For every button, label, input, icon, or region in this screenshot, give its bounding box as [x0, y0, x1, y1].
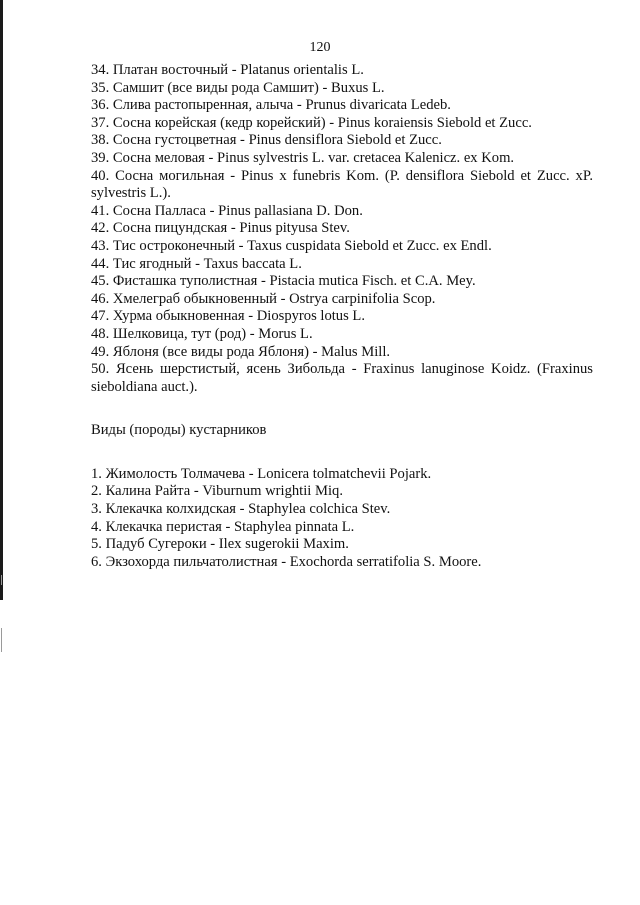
- list-item: 35. Самшит (все виды рода Самшит) - Buxus L.: [91, 79, 385, 96]
- list-item: 2. Калина Райта - Viburnum wrightii Miq.: [91, 483, 343, 500]
- list-item: 36. Слива растопыренная, алыча - Prunus divaricata Ledeb.: [91, 97, 451, 114]
- scan-mark: [1, 575, 2, 585]
- document-body: [91, 62, 593, 571]
- list-item: 39. Сосна меловая - Pinus sylvestris L. var. cretacea Kalenicz. ex Kom.: [91, 149, 515, 166]
- list-item: 49. Яблоня (все виды рода Яблоня) - Malus Mill.: [91, 343, 391, 360]
- scan-mark: [1, 628, 2, 652]
- list-item: 50. Ясень шерстистый, ясень Зибольда - Fraxinus lanuginose Koidz. (Fraxinus sieboldiana auct.).: [91, 361, 593, 395]
- section-heading: Виды (породы) кустарников: [91, 422, 267, 439]
- list-item: 45. Фисташка туполистная - Pistacia mutica Fisch. et C.A. Mey.: [91, 273, 476, 290]
- page-number: 120: [309, 40, 331, 55]
- list-item: 47. Хурма обыкновенная - Diospyros lotus L.: [91, 308, 365, 325]
- list-item: 42. Сосна пицундская - Pinus pityusa Stev.: [91, 220, 350, 237]
- list-item: 3. Клекачка колхидская - Staphylea colchica Stev.: [91, 501, 391, 518]
- list-item: 38. Сосна густоцветная - Pinus densiflora Siebold et Zucc.: [91, 132, 442, 149]
- list-item: 43. Тис остроконечный - Taxus cuspidata Siebold et Zucc. ex Endl.: [91, 237, 492, 254]
- list-item: 5. Падуб Сугероки - Ilex sugerokii Maxim.: [91, 536, 349, 553]
- list-item: 4. Клекачка перистая - Staphylea pinnata L.: [91, 518, 355, 535]
- shrubs-list: [91, 466, 593, 572]
- trees-list: [91, 62, 593, 396]
- list-item: 1. Жимолость Толмачева - Lonicera tolmatchevii Pojark.: [91, 465, 432, 482]
- list-item: 48. Шелковица, тут (род) - Morus L.: [91, 325, 313, 342]
- list-item: 46. Хмелеграб обыкновенный - Ostrya carpinifolia Scop.: [91, 290, 436, 307]
- list-item: 44. Тис ягодный - Taxus baccata L.: [91, 255, 302, 272]
- list-item: 37. Сосна корейская (кедр корейский) - Pinus koraiensis Siebold et Zucc.: [91, 114, 532, 131]
- list-item: 34. Платан восточный - Platanus orientalis L.: [91, 62, 364, 78]
- list-item: 40. Сосна могильная - Pinus x funebris Kom. (P. densiflora Siebold et Zucc. xP. sylvestris L.).: [91, 167, 593, 202]
- list-item: 41. Сосна Палласа - Pinus pallasiana D. Don.: [91, 202, 363, 219]
- scan-border: [0, 0, 3, 600]
- list-item: 6. Экзохорда пильчатолистная - Exochorda serratifolia S. Moore.: [91, 553, 482, 570]
